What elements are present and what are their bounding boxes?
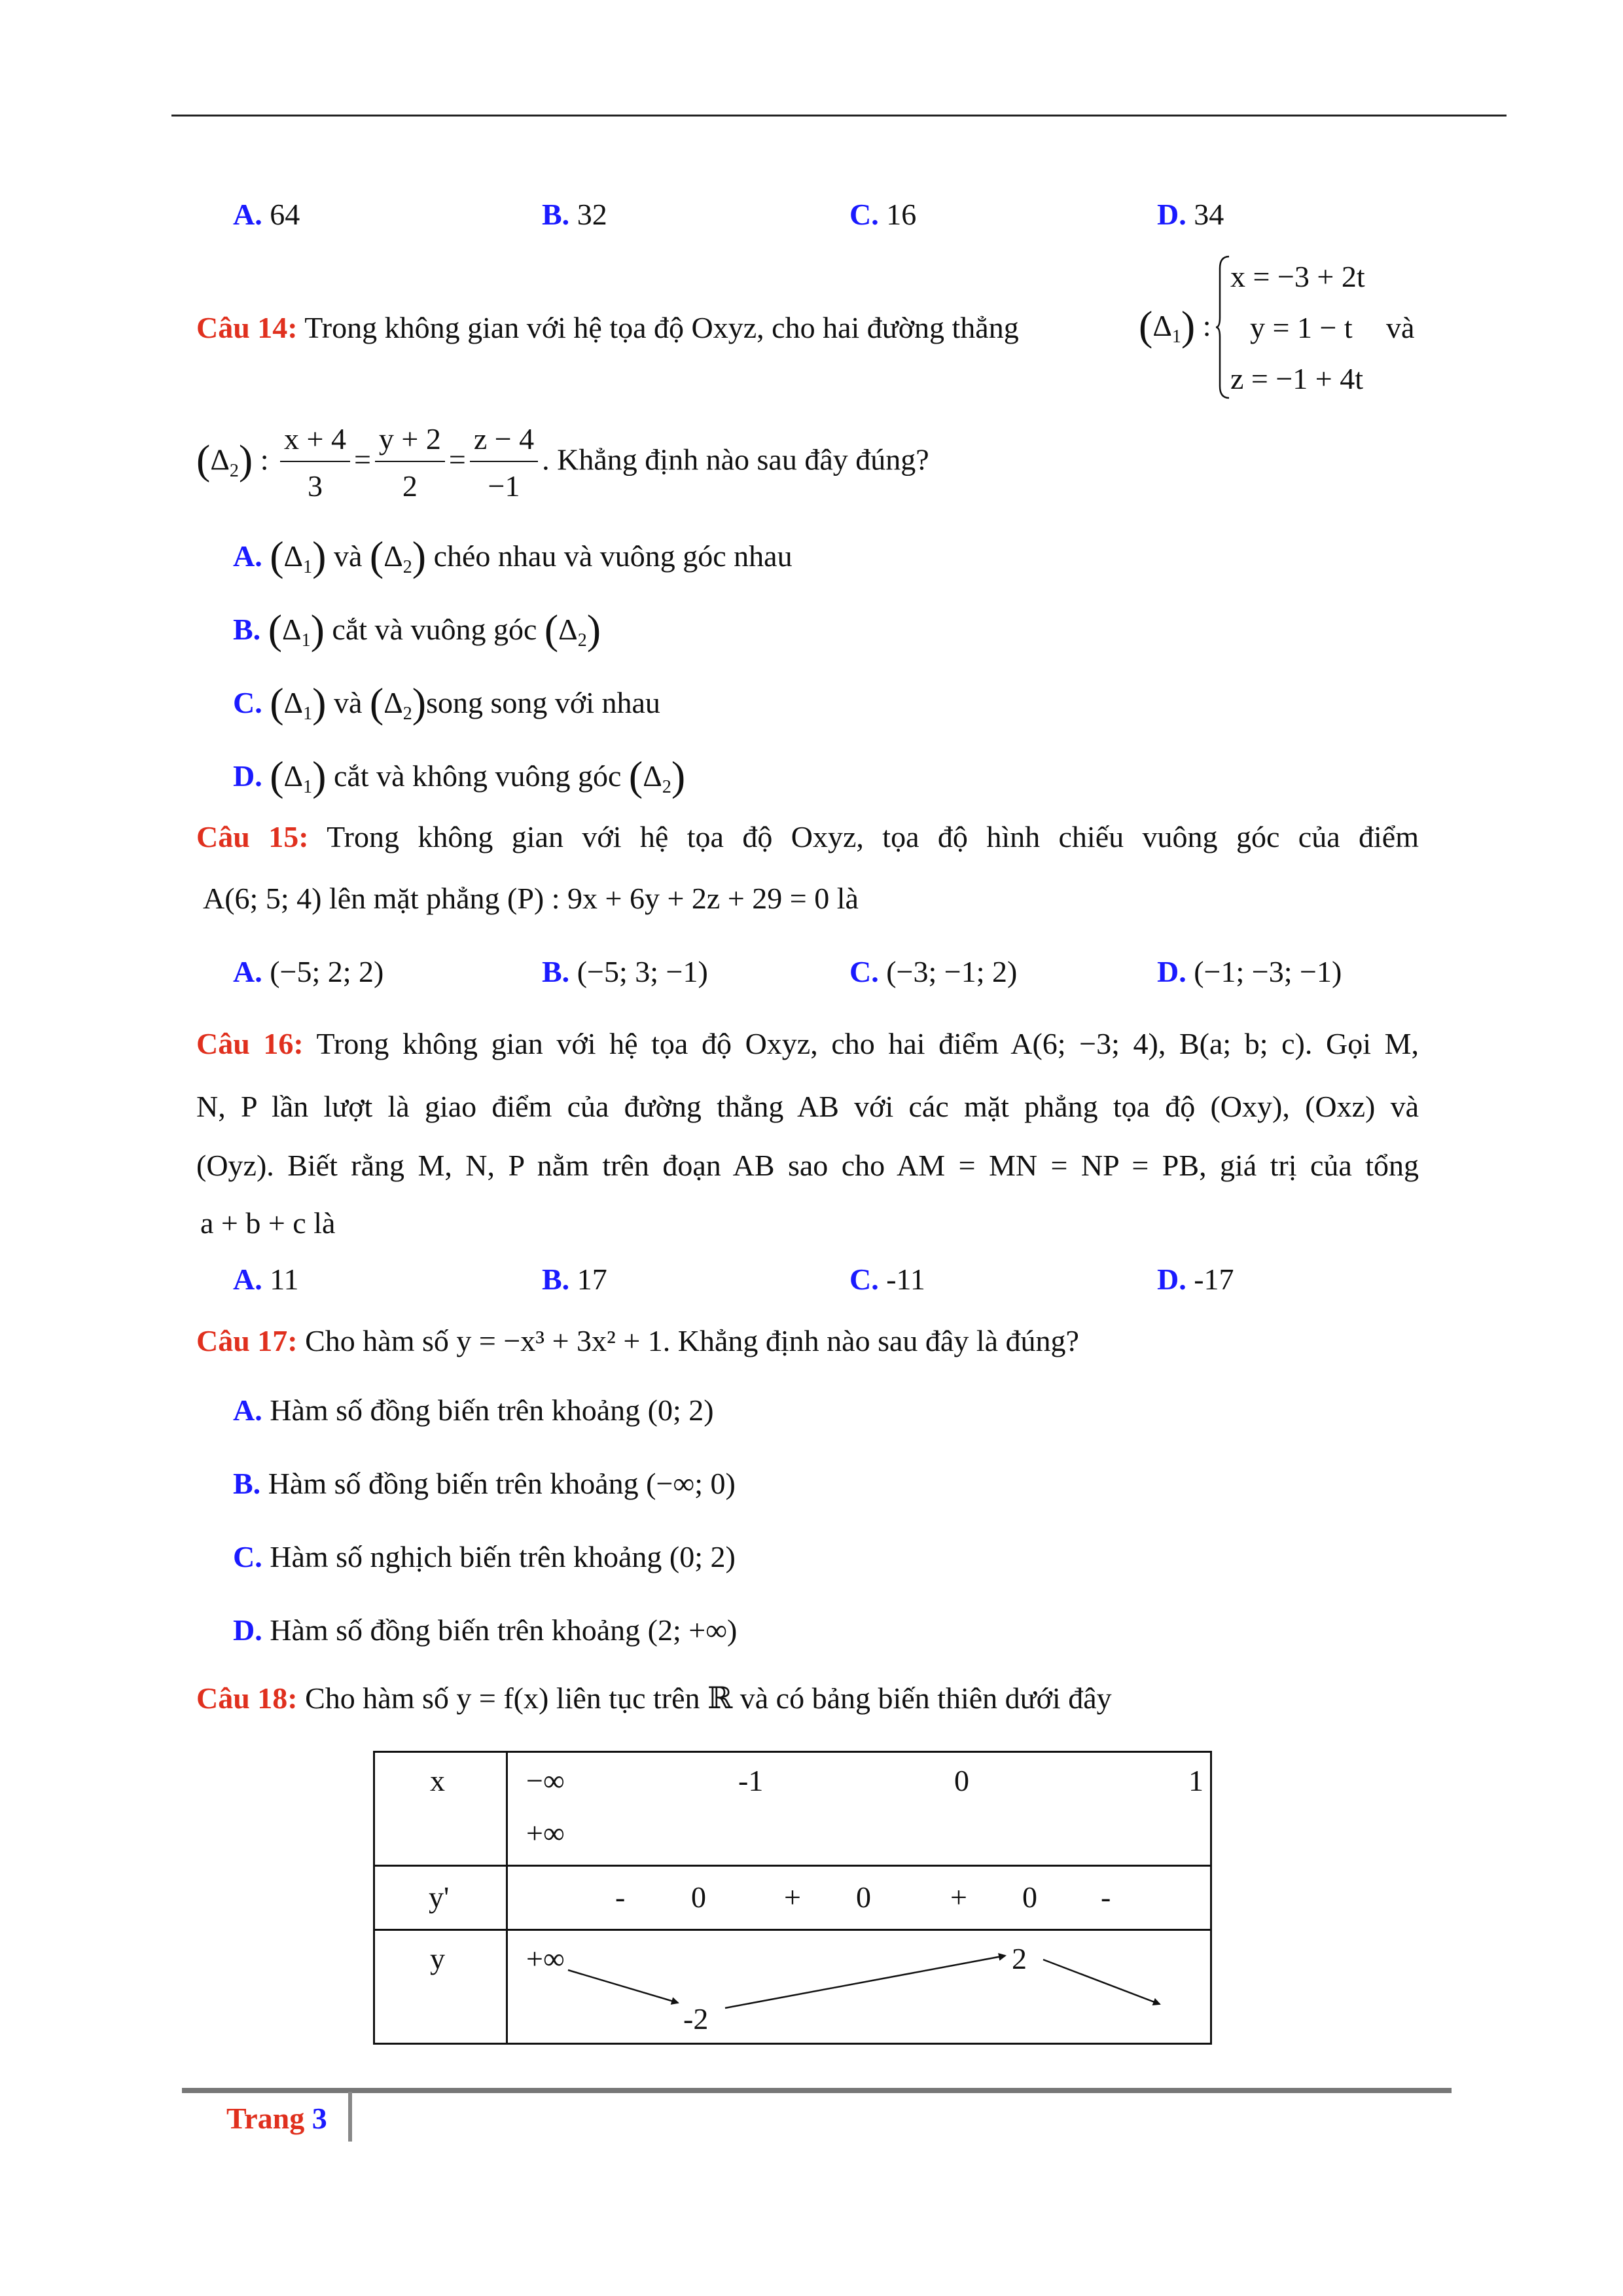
q14-and: và (1386, 311, 1415, 344)
q16-option-c: C. -11 (849, 1263, 925, 1296)
q16-option-b: B. 17 (542, 1263, 607, 1296)
q13-option-b: B. 32 (542, 198, 607, 231)
q14-option-c: C. $(\Delta_1)$ và $(\Delta_2)song$ song với nhau (233, 679, 660, 726)
header-rule (171, 115, 1507, 117)
q16-option-d: D. -17 (1157, 1263, 1234, 1296)
q13-option-a: A. 64 (233, 198, 300, 231)
q14-delta2-equation: $(\Delta_2)$ : $\frac{x + 4}{3}$ = $\frac{y + 2}{2}$ = $\frac{z - 4}{-1}$ . Khẳng định nào sau đây đúng? (196, 422, 929, 503)
table-header-derivative: y' (374, 1866, 507, 1930)
q17-option-c: C. Hàm số nghịch biến trên khoảng (0; 2) (233, 1540, 736, 1573)
q15-stem-line1: Câu 15: Trong không gian với hệ tọa độ Oxyz, tọa độ hình chiếu vuông góc của điểm (196, 820, 1419, 853)
q17-stem: Câu 17: Cho hàm số y = −x³ + 3x² + 1. Khẳng định nào sau đây là đúng? (196, 1324, 1079, 1357)
q17-option-b: B. Hàm số đồng biến trên khoảng (−∞; 0) (233, 1467, 736, 1500)
q16-stem-line2: N, P lần lượt là giao điểm của đường thẳng AB với các mặt phẳng tọa độ (Oxy), (Oxz) và (196, 1090, 1419, 1123)
q14-system-z: z = −1 + 4t (1230, 362, 1364, 395)
q16-stem-line3: (Oyz). Biết rằng M, N, P nằm trên đoạn AB sao cho AM = MN = NP = PB, giá trị của tổng (196, 1149, 1419, 1182)
table-row-x-values: −∞ -1 0 1 +∞ (507, 1752, 1211, 1866)
arrow-decrease-1 (568, 1970, 678, 2003)
q15-option-d: D. (−1; −3; −1) (1157, 955, 1342, 988)
table-row-y-values: +∞ -2 2 (507, 1930, 1211, 2044)
q15-option-c: C. (−3; −1; 2) (849, 955, 1018, 988)
q14-system-x: x = −3 + 2t (1230, 260, 1365, 293)
q14-option-d: D. $(\Delta_1)$ cắt và không vuông góc $(\Delta_2)$ (233, 753, 686, 799)
arrow-decrease-2 (1043, 1960, 1160, 2004)
q15-option-b: B. (−5; 3; −1) (542, 955, 708, 988)
q13-option-d: D. 34 (1157, 198, 1224, 231)
table-header-x: x (374, 1752, 507, 1866)
q14-option-a: A. $(\Delta_1)$ và $(\Delta_2)$ chéo nhau và vuông góc nhau (233, 533, 793, 579)
q14-option-b: B. $(\Delta_1)$ cắt và vuông góc $(\Delta_2)$ (233, 606, 601, 653)
q15-option-a: A. (−5; 2; 2) (233, 955, 384, 988)
arrow-increase (725, 1956, 1005, 2008)
q14-system-y: y = 1 − t (1250, 311, 1353, 344)
variation-arrows (508, 1931, 1215, 2045)
variation-table (373, 1751, 1212, 2045)
q14-stem: Câu 14: Trong không gian với hệ tọa độ Oxyz, cho hai đường thẳng (196, 311, 1019, 344)
q14-system-brace (1215, 255, 1230, 399)
table-row-derivative-signs: - 0 + 0 + 0 - (507, 1866, 1211, 1930)
q17-option-a: A. Hàm số đồng biến trên khoảng (0; 2) (233, 1393, 714, 1427)
q14-delta1: $(\Delta_1)$ : (1139, 302, 1211, 349)
q16-stem-line1: Câu 16: Trong không gian với hệ tọa độ Oxyz, cho hai điểm A(6; −3; 4), B(a; b; c). Gọi M, (196, 1027, 1419, 1060)
page-number: Trang 3 (226, 2102, 327, 2135)
q16-option-a: A. 11 (233, 1263, 299, 1296)
q16-stem-line4: a + b + c là (200, 1206, 336, 1240)
table-header-y: y (374, 1930, 507, 2044)
q17-option-d: D. Hàm số đồng biến trên khoảng (2; +∞) (233, 1613, 738, 1647)
footer-rule (182, 2088, 1452, 2093)
q18-stem: Câu 18: Cho hàm số y = f(x) liên tục trên ℝ và có bảng biến thiên dưới đây (196, 1681, 1112, 1715)
footer-divider (348, 2092, 352, 2142)
q15-stem-line2: A(6; 5; 4) lên mặt phẳng (P) : 9x + 6y + 2z + 29 = 0 là (203, 882, 859, 915)
q13-option-c: C. 16 (849, 198, 917, 231)
